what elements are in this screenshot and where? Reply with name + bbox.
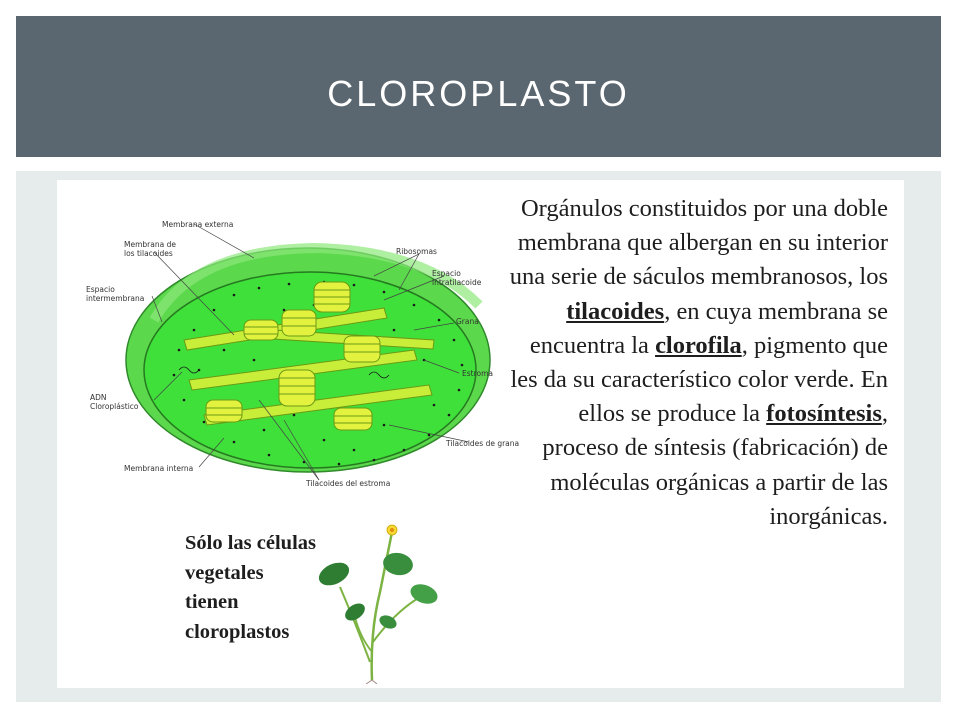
- label-membrana-tilacoides: Membrana de: [124, 240, 176, 249]
- label-adn: Cloroplástico: [90, 402, 139, 411]
- label-espacio-intratilacoide: Espacio: [432, 269, 461, 278]
- granum: [334, 408, 372, 430]
- term-fotosintesis: fotosíntesis: [766, 400, 882, 428]
- plant-illustration: [300, 512, 450, 684]
- label-membrana-interna: Membrana interna: [124, 464, 194, 473]
- label-membrana-tilacoides: los tilacoides: [124, 249, 173, 258]
- note-line: tienen: [185, 591, 239, 613]
- note-line: vegetales: [185, 561, 264, 584]
- label-ribosomas: Ribosomas: [396, 247, 437, 256]
- chloroplast-illustration: [84, 210, 526, 510]
- chloroplast-diagram: [84, 210, 526, 510]
- label-grana: Grana: [456, 317, 479, 326]
- slide-title: CLOROPLASTO: [327, 72, 630, 114]
- term-clorofila: clorofila: [655, 331, 742, 359]
- label-espacio-intermembrana: intermembrana: [86, 294, 145, 303]
- note-line: cloroplastos: [185, 620, 290, 643]
- title-bar: [16, 16, 941, 157]
- granum: [244, 320, 278, 340]
- granum: [314, 282, 350, 312]
- plant-image: [300, 512, 450, 684]
- desc-text: , proceso de síntesis (fabricación) de moléculas orgánicas a partir de las inorgánicas.: [542, 400, 888, 530]
- term-tilacoides: tilacoides: [566, 297, 665, 325]
- granum: [344, 336, 380, 362]
- granum: [279, 370, 315, 406]
- label-espacio-intratilacoide: intratilacoide: [432, 278, 482, 287]
- plant-cell-note: [185, 529, 316, 647]
- desc-text: , pigmento que les da su característico color verde. En ellos se produce la: [510, 331, 888, 428]
- granum: [282, 310, 316, 336]
- label-estroma: Estroma: [462, 369, 493, 378]
- label-adn: ADN: [90, 393, 107, 402]
- granum: [206, 400, 242, 422]
- desc-text: Orgánulos constituidos por una doble membrana que albergan en su interior una serie de sáculos membranosos, los: [509, 195, 888, 291]
- label-tilacoides-grana: Tilacoides de grana: [446, 439, 520, 448]
- desc-text: , en cuya membrana se encuentra la: [529, 297, 888, 359]
- label-tilacoides-estroma: Tilacoides del estroma: [306, 479, 391, 488]
- label-espacio-intermembrana: Espacio: [86, 285, 115, 294]
- chloroplast-description: [500, 192, 888, 534]
- note-line: Sólo las células: [185, 532, 316, 554]
- label-membrana-externa: Membrana externa: [162, 220, 234, 229]
